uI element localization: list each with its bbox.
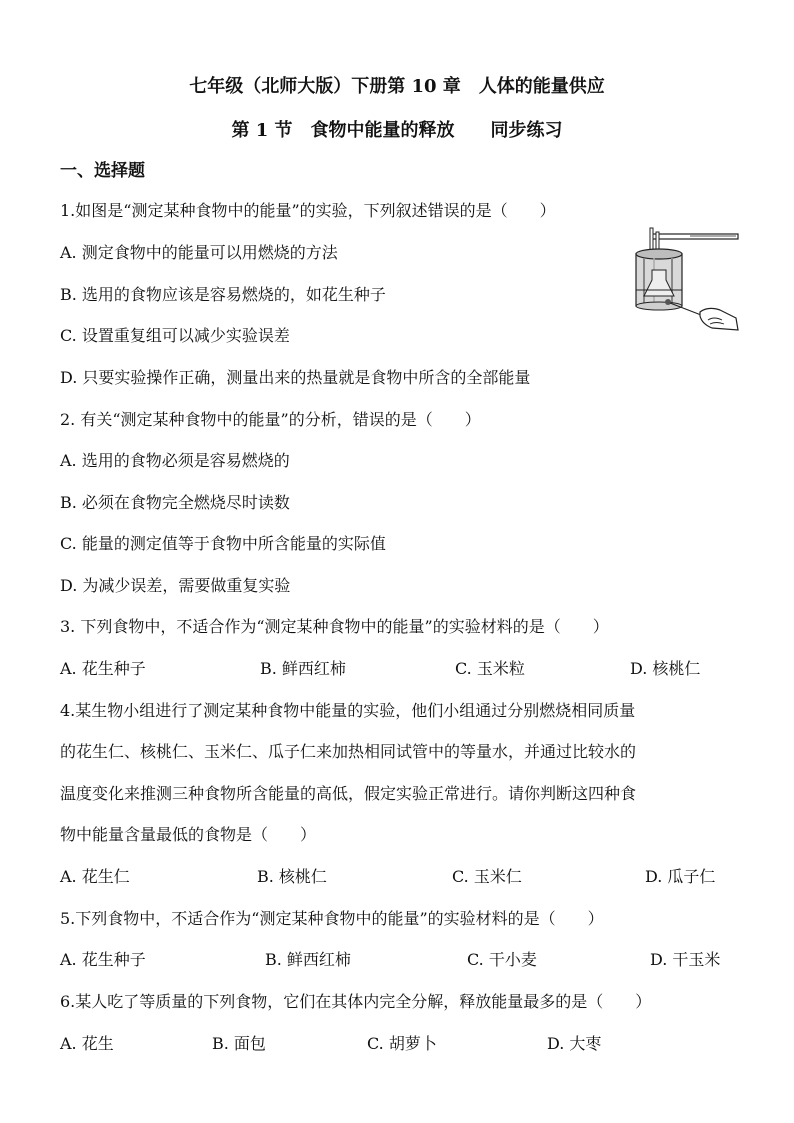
question-1-stem: 1.如图是“测定某种食物中的能量”的实验，下列叙述错误的是（ ） [60,201,556,220]
question-5-option-d: D. 干玉米 [650,950,721,969]
worksheet-title: 七年级（北师大版）下册第 10 章 人体的能量供应 [189,76,605,97]
question-3-stem: 3. 下列食物中，不适合作为“测定某种食物中的能量”的实验材料的是（ ） [60,617,609,636]
question-6-option-c: C. 胡萝卜 [367,1034,437,1053]
question-4-option-b: B. 核桃仁 [257,867,327,886]
question-2-option-a: A. 选用的食物必须是容易燃烧的 [60,451,290,470]
question-2-option-d: D. 为减少误差，需要做重复实验 [60,576,291,595]
question-6-option-a: A. 花生 [60,1034,114,1053]
question-4-option-a: A. 花生仁 [60,867,130,886]
question-3-option-d: D. 核桃仁 [630,659,701,678]
question-5-option-c: C. 干小麦 [467,950,537,969]
question-6-option-b: B. 面包 [212,1034,266,1053]
question-1-option-a: A. 测定食物中的能量可以用燃烧的方法 [60,243,338,262]
question-5-stem: 5.下列食物中，不适合作为“测定某种食物中的能量”的实验材料的是（ ） [60,909,604,928]
question-6-stem: 6.某人吃了等质量的下列食物，它们在其体内完全分解，释放能量最多的是（ ） [60,992,652,1011]
question-1-option-b: B. 选用的食物应该是容易燃烧的，如花生种子 [60,285,386,304]
question-5-option-a: A. 花生种子 [60,950,146,969]
question-3-option-b: B. 鲜西红柿 [260,659,346,678]
question-1-option-c: C. 设置重复组可以减少实验误差 [60,326,290,345]
question-4-option-c: C. 玉米仁 [452,867,522,886]
question-5-option-b: B. 鲜西红柿 [265,950,351,969]
question-2-option-b: B. 必须在食物完全燃烧尽时读数 [60,493,290,512]
question-4-stem-line-3: 温度变化来推测三种食物所含能量的高低，假定实验正常进行。请你判断这四种食 [60,784,637,803]
question-6-option-d: D. 大枣 [547,1034,602,1053]
question-2-stem: 2. 有关“测定某种食物中的能量”的分析，错误的是（ ） [60,410,481,429]
question-3-option-a: A. 花生种子 [60,659,146,678]
question-4-stem-line-2: 的花生仁、核桃仁、玉米仁、瓜子仁来加热相同试管中的等量水，并通过比较水的 [60,742,637,761]
question-4-option-d: D. 瓜子仁 [645,867,716,886]
section-heading: 一、选择题 [60,161,145,181]
question-1-option-d: D. 只要实验操作正确，测量出来的热量就是食物中所含的全部能量 [60,368,531,387]
question-4-stem-line-1: 4.某生物小组进行了测定某种食物中能量的实验，他们小组通过分别燃烧相同质量 [60,701,636,720]
question-3-option-c: C. 玉米粒 [455,659,525,678]
question-4-stem-line-4: 物中能量含量最低的食物是（ ） [60,825,317,844]
calorimeter-apparatus-illustration [628,224,740,334]
worksheet-subtitle: 第 1 节 食物中能量的释放 同步练习 [231,120,563,141]
question-2-option-c: C. 能量的测定值等于食物中所含能量的实际值 [60,534,386,553]
